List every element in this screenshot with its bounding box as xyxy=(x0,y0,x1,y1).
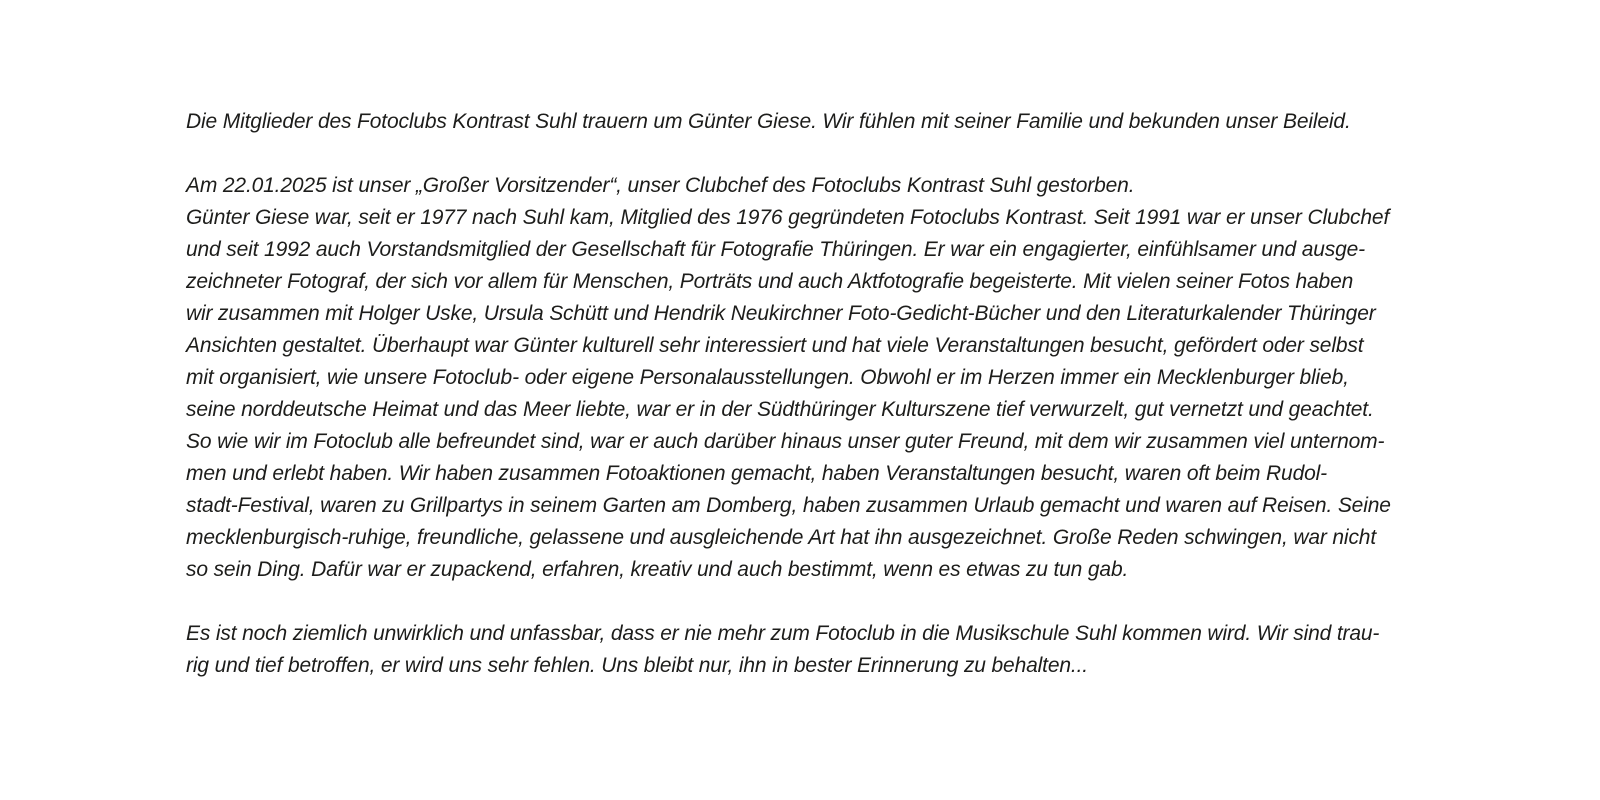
text-line: Ansichten gestaltet. Überhaupt war Günter kulturell sehr interessiert und hat viele Veranstaltungen besucht, gefördert oder selbst xyxy=(186,334,1364,357)
text-line: so sein Ding. Dafür war er zupackend, erfahren, kreativ und auch bestimmt, wenn es etwas zu tun gab. xyxy=(186,558,1129,581)
text-line: So wie wir im Fotoclub alle befreundet sind, war er auch darüber hinaus unser guter Freund, mit dem wir zusammen viel unternom- xyxy=(186,430,1385,453)
paragraph xyxy=(186,618,1466,682)
text-line: stadt-Festival, waren zu Grillpartys in seinem Garten am Domberg, haben zusammen Urlaub gemacht und waren auf Reisen. Seine xyxy=(186,494,1391,517)
text-line: zeichneter Fotograf, der sich vor allem für Menschen, Porträts und auch Aktfotografie begeisterte. Mit vielen seiner Fotos haben xyxy=(186,270,1354,293)
obituary-text xyxy=(186,106,1466,682)
paragraph xyxy=(186,170,1466,586)
text-line: Es ist noch ziemlich unwirklich und unfassbar, dass er nie mehr zum Fotoclub in die Musikschule Suhl kommen wird. Wir sind trau- xyxy=(186,622,1380,645)
text-line: wir zusammen mit Holger Uske, Ursula Schütt und Hendrik Neukirchner Foto-Gedicht-Bücher und den Literaturkalender Thüringer xyxy=(186,302,1376,325)
text-line: seine norddeutsche Heimat und das Meer liebte, war er in der Südthüringer Kulturszene tief verwurzelt, gut vernetzt und geachtet. xyxy=(186,398,1374,421)
text-line: Die Mitglieder des Fotoclubs Kontrast Suhl trauern um Günter Giese. Wir fühlen mit seiner Familie und bekunden unser Beileid. xyxy=(186,110,1351,133)
text-line: Am 22.01.2025 ist unser „Großer Vorsitzender“, unser Clubchef des Fotoclubs Kontrast Suhl gestorben. xyxy=(186,174,1135,197)
paragraph xyxy=(186,106,1466,138)
text-line: mit organisiert, wie unsere Fotoclub- oder eigene Personalausstellungen. Obwohl er im Herzen immer ein Mecklenburger blieb, xyxy=(186,366,1349,389)
text-line: rig und tief betroffen, er wird uns sehr fehlen. Uns bleibt nur, ihn in bester Erinnerung zu behalten... xyxy=(186,654,1088,677)
text-line: und seit 1992 auch Vorstandsmitglied der Gesellschaft für Fotografie Thüringen. Er war ein engagierter, einfühlsamer und ausge- xyxy=(186,238,1366,261)
text-line: mecklenburgisch-ruhige, freundliche, gelassene und ausgleichende Art hat ihn ausgezeichnet. Große Reden schwingen, war nicht xyxy=(186,526,1377,549)
text-line: men und erlebt haben. Wir haben zusammen Fotoaktionen gemacht, haben Veranstaltungen besucht, waren oft beim Rudol- xyxy=(186,462,1327,485)
text-line: Günter Giese war, seit er 1977 nach Suhl kam, Mitglied des 1976 gegründeten Fotoclubs Kontrast. Seit 1991 war er unser Clubchef xyxy=(186,206,1390,229)
